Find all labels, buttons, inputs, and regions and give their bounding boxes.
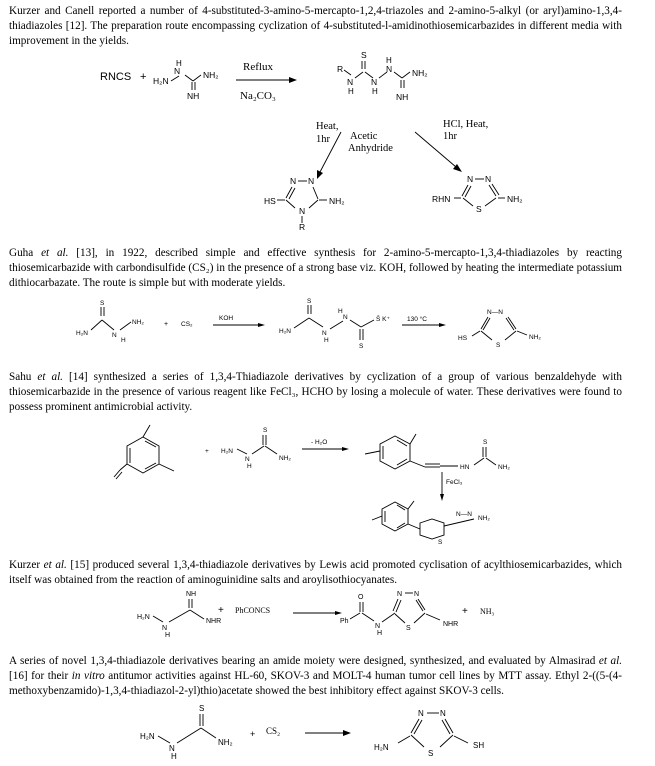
atom-n: N bbox=[290, 176, 297, 186]
atom-n: N bbox=[386, 64, 393, 74]
atom-n-n: N—N bbox=[456, 511, 472, 518]
atom-n: N bbox=[375, 623, 381, 630]
atom-n: N bbox=[169, 744, 175, 753]
condition-1hr: 1hr bbox=[443, 131, 457, 142]
paragraph-kurzer-canell bbox=[9, 4, 622, 49]
atom-nh2: NH₂ bbox=[498, 464, 510, 471]
in-vitro: in vitro bbox=[71, 670, 105, 682]
atom-n: N bbox=[414, 591, 420, 598]
bond-line bbox=[472, 331, 480, 336]
paragraph-kurzer bbox=[9, 558, 622, 588]
bond-line bbox=[411, 735, 424, 747]
atom-h2n: H₂N bbox=[137, 614, 150, 621]
bond-line bbox=[365, 451, 380, 454]
atom-s-k: S̄ K⁺ bbox=[376, 316, 390, 323]
bond-line bbox=[237, 449, 247, 454]
bond-line bbox=[252, 446, 264, 454]
atom-nh: NH bbox=[187, 91, 200, 101]
bond-line bbox=[286, 200, 295, 208]
bond-line bbox=[362, 613, 374, 621]
bond-line bbox=[344, 70, 351, 75]
atom-hs: HS bbox=[264, 196, 276, 206]
condition-hcl-heat: HCl, Heat, bbox=[443, 119, 489, 130]
plus-sign: + bbox=[462, 606, 468, 617]
bond-line bbox=[91, 320, 102, 330]
atom-h: H bbox=[165, 632, 171, 639]
atom-s: S bbox=[406, 625, 411, 632]
atom-s: S bbox=[496, 342, 501, 349]
bond-line bbox=[442, 720, 450, 734]
bond-line bbox=[193, 75, 201, 81]
atom-n: N bbox=[467, 174, 474, 184]
reagent-na2co3: Na₂CO₃ bbox=[240, 90, 276, 102]
atom-nhr: NHR bbox=[206, 618, 222, 625]
atom-nh2: NH₂ bbox=[132, 319, 144, 326]
reagent-koh: KOH bbox=[219, 315, 234, 322]
arrow-head bbox=[343, 730, 351, 736]
bond-line bbox=[486, 458, 496, 465]
reagent-temperature: 130 °C bbox=[407, 316, 427, 323]
bond-line bbox=[440, 735, 453, 747]
atom-nhr: NHR bbox=[443, 621, 459, 628]
bond-line bbox=[398, 736, 410, 743]
bond-line bbox=[397, 459, 407, 465]
et-al: et al. bbox=[41, 247, 69, 259]
atom-h2n: H₂N bbox=[153, 76, 169, 86]
atom-h: H bbox=[171, 752, 177, 761]
bond-line bbox=[463, 198, 473, 206]
reagent-cs2: CS₂ bbox=[181, 321, 193, 328]
paragraph-text: A series of novel 1,3,4-thiadiazole derivatives bearing an amide moiety were designed, synthesized, and evaluated by Almasirad bbox=[9, 655, 599, 667]
plus-sign: + bbox=[218, 605, 224, 616]
atom-s: S bbox=[476, 204, 482, 214]
paragraph-text: Sahu bbox=[9, 371, 38, 383]
bond-line bbox=[294, 318, 309, 328]
bond-line bbox=[102, 320, 114, 330]
bond-line bbox=[309, 200, 318, 208]
condition-heat: Heat, bbox=[316, 121, 339, 132]
bond-line bbox=[309, 318, 323, 327]
atom-h2n: H₂N bbox=[374, 743, 389, 752]
atom-n-n: N—N bbox=[487, 309, 503, 316]
arrow-head bbox=[289, 77, 297, 83]
atom-h2n: H₂N bbox=[76, 330, 88, 337]
bond-line bbox=[397, 523, 405, 528]
bond-line bbox=[414, 613, 425, 623]
atom-nh2: NH₂ bbox=[412, 68, 428, 78]
bond-line bbox=[143, 425, 150, 437]
condition-acetic: Acetic bbox=[350, 131, 378, 142]
atom-hs: HS bbox=[458, 335, 468, 342]
bond-line bbox=[454, 736, 468, 743]
atom-n: N bbox=[112, 332, 117, 339]
atom-s: S bbox=[100, 300, 105, 307]
atom-n: N bbox=[397, 591, 403, 598]
paragraph-almasirad bbox=[9, 654, 622, 699]
atom-n: N bbox=[371, 77, 378, 87]
atom-o: O bbox=[358, 594, 364, 601]
atom-h: H bbox=[372, 87, 378, 96]
reagent-cs2: CS₂ bbox=[266, 726, 281, 736]
bond-line bbox=[474, 458, 484, 465]
atom-n: N bbox=[174, 66, 181, 76]
atom-nh2: NH₂ bbox=[203, 70, 219, 80]
paragraph-text: [16] for their bbox=[9, 670, 72, 682]
atom-h: H bbox=[377, 630, 383, 637]
bond-line bbox=[408, 501, 414, 509]
et-al: et al. bbox=[598, 655, 623, 667]
bond-line bbox=[462, 185, 468, 196]
bond-line bbox=[444, 519, 474, 526]
atom-n: N bbox=[162, 625, 168, 632]
bond-line bbox=[169, 610, 190, 622]
condition-anhydride: Anhydride bbox=[348, 143, 393, 154]
arrow-head bbox=[258, 323, 265, 327]
paragraph-text: [14] synthesized a series of 1,3,4-Thiadiazole derivatives by cyclization of a group of various benzaldehyde with thiosemicarbazide in the presence of various reagent like FeCl₃, HCHO by losing a molecule of water. These derivatives were found to possess prominent antimicrobial activity. bbox=[9, 371, 623, 413]
atom-h2n: H₂N bbox=[221, 448, 233, 455]
atom-nh2: NH₂ bbox=[279, 455, 291, 462]
bond-line bbox=[465, 186, 471, 197]
reagent-fecl3: FeCl₃ bbox=[446, 479, 463, 486]
atom-n: N bbox=[245, 456, 250, 463]
atom-sh: SH bbox=[473, 741, 485, 750]
bond-line bbox=[408, 524, 420, 529]
paragraph-guha bbox=[9, 246, 622, 291]
arrow-head bbox=[439, 323, 446, 327]
atom-n: N bbox=[322, 330, 327, 337]
bond-line bbox=[145, 463, 156, 469]
atom-nh: NH bbox=[186, 591, 197, 598]
bond-line bbox=[190, 610, 204, 619]
bond-line bbox=[445, 719, 453, 733]
atom-s: S bbox=[483, 439, 488, 446]
atom-nh2: NH₂ bbox=[478, 515, 490, 522]
bond-line bbox=[265, 446, 277, 454]
paragraph-text: [15] produced several 1,3,4-thiadiazole derivatives by Lewis acid promoted cyclisation of acylthiosemicarbazides, which itself was obtained from the reaction of aminoguinidine salts and aroylisothiocyanates. bbox=[9, 559, 623, 586]
bond-line bbox=[410, 434, 416, 444]
bond-line bbox=[289, 188, 295, 199]
paragraph-text: antitumor activities against HL-60, SKOV-3 and MOLT-4 human tumor cell lines by MTT assay. Ethyl 2-((5-(4-methoxybenzamido)-1,3,4-thiadiazol-2-yl)thio)acetate showed the best inhibitory effect against SKOV-3 cells. bbox=[9, 670, 623, 697]
atom-n: N bbox=[299, 206, 306, 216]
bond-line bbox=[517, 331, 527, 335]
atom-hn: HN bbox=[460, 464, 470, 471]
atom-nh: NH bbox=[396, 92, 409, 102]
atom-nh2: NH₂ bbox=[507, 194, 523, 204]
reagent-reflux: Reflux bbox=[243, 61, 273, 73]
bond-line bbox=[361, 320, 374, 327]
bond-line bbox=[158, 736, 170, 743]
ring-bond bbox=[380, 436, 410, 469]
atom-s: S bbox=[359, 343, 364, 350]
atom-n: N bbox=[347, 77, 354, 87]
atom-s: S bbox=[428, 749, 434, 758]
et-al: et al. bbox=[37, 371, 63, 383]
atom-n: N bbox=[440, 709, 446, 718]
bond-line bbox=[485, 198, 496, 206]
bond-line bbox=[159, 464, 174, 471]
atom-h: H bbox=[176, 59, 182, 68]
condition-1hr: 1hr bbox=[316, 134, 330, 145]
scheme-3-sahu bbox=[0, 416, 655, 546]
atom-s: S bbox=[438, 539, 443, 546]
bond-line bbox=[410, 461, 425, 467]
bond-line bbox=[313, 187, 318, 199]
reactant-rncs: RNCS bbox=[100, 71, 132, 83]
paragraph-sahu bbox=[9, 370, 622, 415]
arrow-head bbox=[342, 447, 349, 451]
atom-n: N bbox=[485, 174, 492, 184]
bond-line bbox=[489, 185, 496, 196]
atom-h2n: H₂N bbox=[279, 328, 291, 335]
atom-s: S bbox=[307, 298, 312, 305]
paragraph-text: [13], in 1922, described simple and effective synthesis for 2-amino-5-mercapto-1,3,4-thiadiazoles by reacting thiosemicarbazide with carbondisulfide (CS₂) in the presence of a strong base viz. KOH, followed by heating the intermediate potassium dithiocarbazate. The route is simple but with moderate yields. bbox=[9, 247, 622, 289]
reagent-water-loss: - H₂O bbox=[311, 439, 328, 446]
bond-line bbox=[481, 331, 492, 340]
bond-line bbox=[350, 320, 361, 327]
arrow-head bbox=[335, 611, 342, 615]
atom-h: H bbox=[324, 337, 329, 344]
bond-line bbox=[414, 720, 422, 734]
bond-line bbox=[286, 187, 292, 198]
bond-line bbox=[350, 613, 360, 619]
bond-line bbox=[505, 331, 516, 340]
bond-line bbox=[171, 76, 179, 81]
scheme-1-triazole-thiadiazole bbox=[0, 48, 655, 230]
paragraph-text: Guha bbox=[9, 247, 42, 259]
atom-h: H bbox=[338, 308, 343, 315]
bond-line bbox=[201, 728, 216, 738]
atom-r: R bbox=[337, 64, 344, 74]
bond-line bbox=[411, 719, 419, 733]
bond-line bbox=[492, 184, 499, 195]
atom-s: S bbox=[263, 427, 268, 434]
atom-nh2: NH₂ bbox=[529, 334, 541, 341]
bond-line bbox=[120, 464, 127, 470]
atom-h2n: H₂N bbox=[140, 732, 155, 741]
scheme-2-guha bbox=[0, 293, 655, 355]
atom-n: N bbox=[343, 314, 348, 321]
bond-line bbox=[330, 321, 343, 329]
bond-line bbox=[397, 440, 407, 446]
plus-sign: + bbox=[164, 321, 169, 328]
plus-sign: + bbox=[140, 71, 147, 83]
atom-h: H bbox=[386, 56, 392, 65]
bond-line bbox=[120, 322, 131, 330]
bond-line bbox=[395, 614, 405, 623]
product-nh3: NH₃ bbox=[480, 607, 495, 616]
ring-bond bbox=[382, 502, 408, 531]
bond-line bbox=[397, 505, 405, 510]
bond-line bbox=[355, 72, 363, 78]
atom-nh2: NH₂ bbox=[329, 196, 345, 206]
atom-r: R bbox=[299, 222, 306, 230]
et-al: et al. bbox=[43, 559, 67, 571]
bond-line bbox=[372, 516, 382, 520]
atom-s: S bbox=[361, 50, 367, 60]
scheme-4-kurzer bbox=[0, 586, 655, 648]
atom-h: H bbox=[121, 337, 126, 344]
ring-bond bbox=[127, 437, 159, 473]
atom-rhn: RHN bbox=[432, 194, 451, 204]
atom-n: N bbox=[308, 176, 315, 186]
bond-line bbox=[426, 614, 440, 620]
atom-h: H bbox=[348, 87, 354, 96]
atom-nh2: NH₂ bbox=[218, 738, 233, 747]
bond-line bbox=[382, 613, 395, 622]
bond-line bbox=[402, 72, 410, 78]
bond-line bbox=[153, 616, 163, 622]
atom-s: S bbox=[199, 704, 205, 713]
ring-bond bbox=[420, 519, 444, 539]
plus-sign: + bbox=[250, 729, 256, 739]
scheme-5-almasirad bbox=[0, 700, 655, 766]
bond-line bbox=[177, 728, 201, 743]
atom-h: H bbox=[247, 463, 252, 470]
atom-n: N bbox=[418, 709, 424, 718]
bond-line bbox=[145, 441, 156, 447]
arrow-head bbox=[440, 494, 444, 501]
atom-ph: Ph bbox=[340, 618, 349, 625]
bond-line bbox=[394, 72, 402, 78]
bond-line bbox=[185, 75, 193, 81]
reagent-phconcs: PhCONCS bbox=[235, 606, 271, 615]
paragraph-text: Kurzer and Canell reported a number of 4-substituted-3-amino-5-mercapto-1,2,4-triazoles and 2-amino-5-alkyl (or aryl)amino-1,3,4-thiadiazoles [12]. The preparation route encompassing cyclization of 4-substituted-l-amidinothiosemicarbazides in different media with improvement in the yields. bbox=[9, 5, 622, 47]
plus-sign: + bbox=[205, 448, 209, 455]
paragraph-text: Kurzer bbox=[9, 559, 44, 571]
